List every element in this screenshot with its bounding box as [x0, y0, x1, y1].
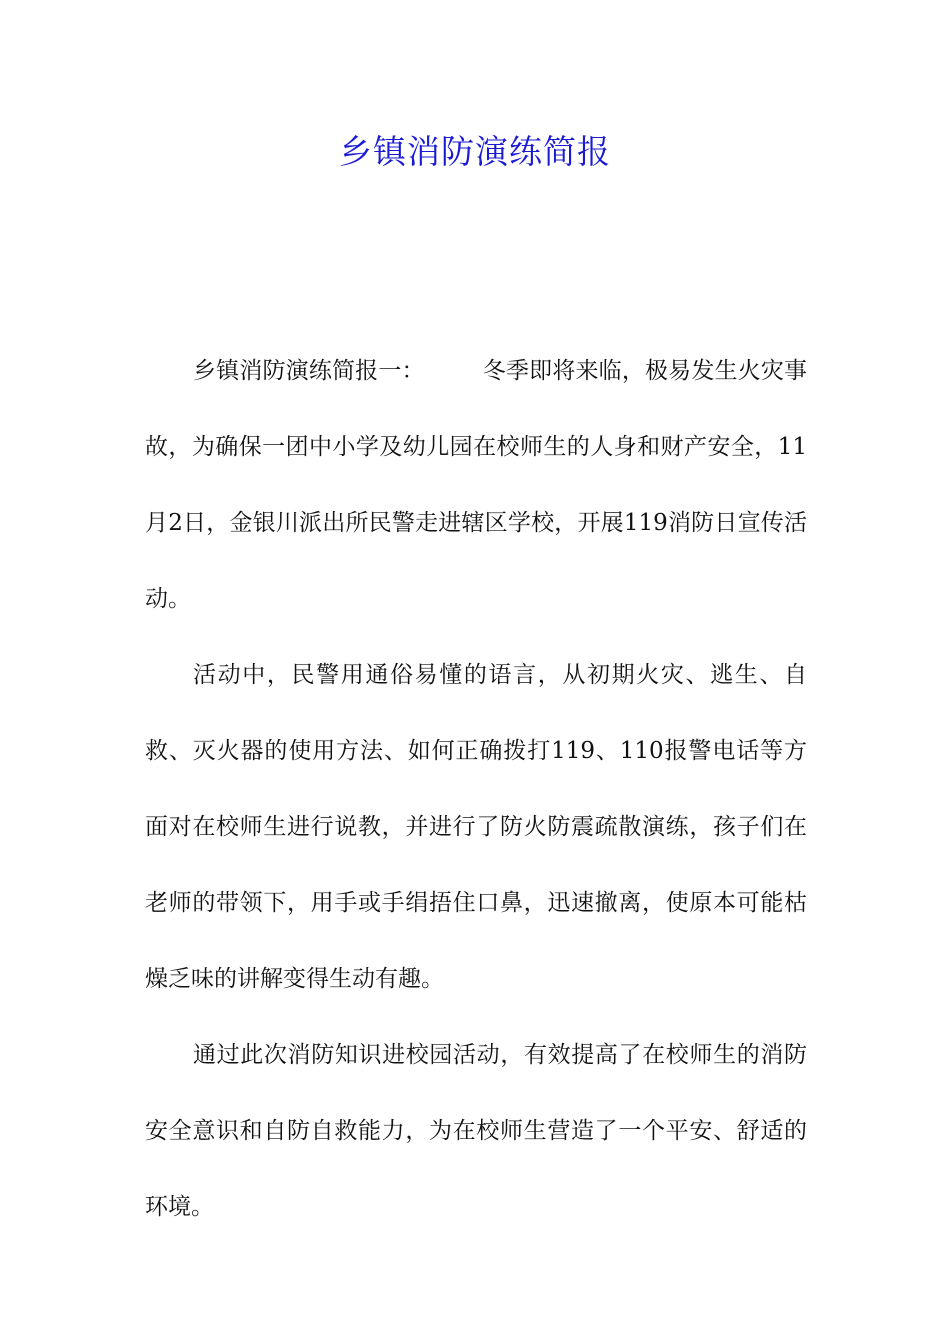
paragraph-2	[145, 637, 807, 1017]
paragraph-2-text: 活动中，民警用通俗易懂的语言，从初期火灾、逃生、自救、灭火器的使用方法、如何正确拨打119、110报警电话等方面对在校师生进行说教，并进行了防火防震疏散演练，孩子们在老师的带领下，用手或手绢捂住口鼻，迅速撤离，使原本可能枯燥乏味的讲解变得生动有趣。	[145, 662, 807, 992]
paragraph-3-text: 通过此次消防知识进校园活动，有效提高了在校师生的消防安全意识和自防自救能力，为在校师生营造了一个平安、舒适的环境。	[145, 1042, 807, 1220]
document-title: 乡镇消防演练简报	[339, 132, 611, 171]
paragraph-3	[145, 1017, 807, 1245]
document-body	[145, 333, 807, 1245]
paragraph-1-lead: 乡镇消防演练简报一：	[193, 358, 425, 384]
paragraph-1	[145, 333, 807, 637]
paragraph-1-text: 冬季即将来临，极易发生火灾事故，为确保一团中小学及幼儿园在校师生的人身和财产安全，11月2日，金银川派出所民警走进辖区学校，开展119消防日宣传活动。	[145, 358, 808, 612]
